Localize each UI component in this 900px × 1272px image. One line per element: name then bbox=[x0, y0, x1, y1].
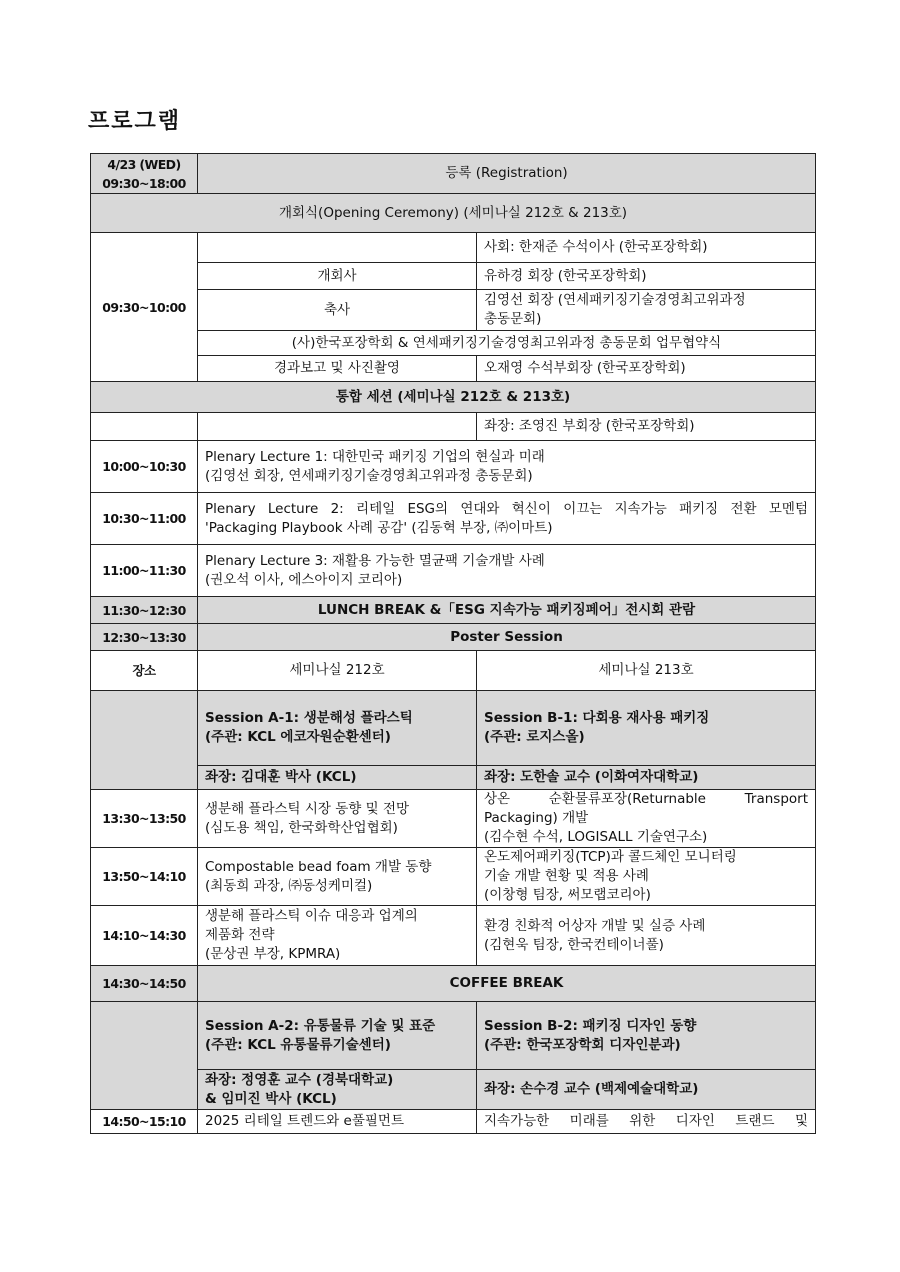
plenary-lecture-time: 10:30~11:00 bbox=[91, 493, 198, 545]
session2-header-row bbox=[91, 1002, 816, 1070]
session-b2-chair: 좌장: 손수경 교수 (백제예술대학교) bbox=[477, 1070, 816, 1110]
opening-row-congrats bbox=[91, 290, 816, 331]
coffee-time: 14:30~14:50 bbox=[91, 966, 198, 1002]
session2-talk-b: 지속가능한 미래를 위한 디자인 트랜드 및 bbox=[477, 1110, 816, 1134]
plenary-lecture-row bbox=[91, 493, 816, 545]
session-b2-title: Session B-2: 패키징 디자인 동향 bbox=[484, 1017, 697, 1034]
coffee-row bbox=[91, 966, 816, 1002]
plenary-header: 통합 세션 (세미나실 212호 & 213호) bbox=[91, 382, 816, 413]
plenary-lecture-time: 11:00~11:30 bbox=[91, 545, 198, 597]
session-a2-chair bbox=[198, 1070, 477, 1110]
page-title: 프로그램 bbox=[88, 108, 182, 134]
plenary-chair-row bbox=[91, 413, 816, 441]
session2-talk-a: 2025 리테일 트렌드와 e풀필먼트 bbox=[198, 1110, 477, 1134]
session1-talk-a bbox=[198, 848, 477, 906]
talk-a-speaker: (최동희 과장, ㈜동성케미컬) bbox=[205, 877, 373, 894]
session-a2-chair-line2: & 임미진 박사 (KCL) bbox=[205, 1090, 337, 1107]
session1-talk-b bbox=[477, 790, 816, 848]
session1-talk-time: 13:30~13:50 bbox=[91, 790, 198, 848]
opening-address-label: 개회사 bbox=[198, 263, 477, 290]
session1-talk-time: 13:50~14:10 bbox=[91, 848, 198, 906]
session-b1-header bbox=[477, 691, 816, 766]
venue-label: 장소 bbox=[91, 651, 198, 691]
session1-talk-time: 14:10~14:30 bbox=[91, 906, 198, 966]
session-a1-chair: 좌장: 김대훈 박사 (KCL) bbox=[198, 766, 477, 790]
registration-time-cell bbox=[91, 154, 198, 194]
poster-row bbox=[91, 624, 816, 651]
session-a2-header bbox=[198, 1002, 477, 1070]
plenary-lecture-title: Plenary Lecture 3: 재활용 가능한 멸균팩 기술개발 사례 bbox=[205, 552, 545, 569]
plenary-lecture-speaker: (김영선 회장, 연세패키징기술경영최고위과정 총동문회) bbox=[205, 467, 533, 484]
talk-b-title: 온도제어패키징(TCP)과 콜드체인 모니터링 bbox=[484, 849, 737, 865]
session-a2-chair-line1: 좌장: 정영훈 교수 (경북대학교) bbox=[205, 1071, 394, 1088]
talk-a-speaker: (문상권 부장, KPMRA) bbox=[205, 946, 341, 962]
opening-row-report bbox=[91, 356, 816, 382]
session2-time-empty bbox=[91, 1002, 198, 1110]
plenary-chair: 좌장: 조영진 부회장 (한국포장학회) bbox=[477, 413, 816, 441]
opening-report-person: 오재영 수석부회장 (한국포장학회) bbox=[477, 356, 816, 382]
venue-room-b: 세미나실 213호 bbox=[477, 651, 816, 691]
plenary-lecture-speaker: 'Packaging Playbook 사례 공감' (김동혁 부장, ㈜이마트) bbox=[205, 519, 553, 536]
session1-talk-row bbox=[91, 906, 816, 966]
coffee-label: COFFEE BREAK bbox=[198, 966, 816, 1002]
session1-talk-b bbox=[477, 906, 816, 966]
session-b2-header bbox=[477, 1002, 816, 1070]
session1-talk-b bbox=[477, 848, 816, 906]
program-table bbox=[90, 153, 816, 1134]
session2-talk-row bbox=[91, 1110, 816, 1134]
talk-b-title: 환경 친화적 어상자 개발 및 실증 사례 bbox=[484, 917, 706, 934]
session1-talk-a bbox=[198, 906, 477, 966]
opening-row-mc bbox=[91, 233, 816, 263]
plenary-lecture-row bbox=[91, 441, 816, 493]
talk-a-title: Compostable bead foam 개발 동향 bbox=[205, 858, 432, 875]
opening-row-address bbox=[91, 263, 816, 290]
session-a2-title: Session A-2: 유통물류 기술 및 표준 bbox=[205, 1017, 436, 1034]
talk-b-speaker: (김수현 수석, LOGISALL 기술연구소) bbox=[484, 829, 708, 845]
opening-report-label: 경과보고 및 사진촬영 bbox=[198, 356, 477, 382]
session2-chair-row bbox=[91, 1070, 816, 1110]
session-b2-host: (주관: 한국포장학회 디자인분과) bbox=[484, 1036, 681, 1053]
plenary-lecture-speaker: (권오석 이사, 에스아이지 코리아) bbox=[205, 571, 403, 588]
registration-time: 09:30~18:00 bbox=[102, 175, 186, 191]
poster-time: 12:30~13:30 bbox=[91, 624, 198, 651]
talk-a-title: 생분해 플라스틱 시장 동향 및 전망 bbox=[205, 800, 410, 817]
session-a1-host: (주관: KCL 에코자원순환센터) bbox=[205, 729, 391, 745]
plenary-chair-empty bbox=[91, 413, 198, 441]
plenary-lecture-row bbox=[91, 545, 816, 597]
opening-congrats-person-line2: 총동문회) bbox=[484, 311, 542, 327]
session1-talk-row bbox=[91, 790, 816, 848]
plenary-lecture-title: Plenary Lecture 1: 대한민국 패키징 기업의 현실과 미래 bbox=[205, 448, 545, 465]
talk-b-speaker: (김현욱 팀장, 한국컨테이너풀) bbox=[484, 936, 664, 953]
poster-label: Poster Session bbox=[198, 624, 816, 651]
session1-talk-a bbox=[198, 790, 477, 848]
opening-congrats-label: 축사 bbox=[198, 290, 477, 331]
session-a1-title: Session A-1: 생분해성 플라스틱 bbox=[205, 710, 413, 726]
session-b1-host: (주관: 로지스올) bbox=[484, 729, 585, 745]
session-a2-host: (주관: KCL 유통물류기술센터) bbox=[205, 1036, 391, 1053]
lunch-time: 11:30~12:30 bbox=[91, 597, 198, 624]
session1-chair-row bbox=[91, 766, 816, 790]
plenary-lecture-content bbox=[198, 493, 816, 545]
opening-row-mou bbox=[91, 331, 816, 356]
plenary-chair-empty-2 bbox=[198, 413, 477, 441]
opening-mc: 사회: 한재준 수석이사 (한국포장학회) bbox=[477, 233, 816, 263]
talk-b-title-2: Packaging) 개발 bbox=[484, 810, 589, 826]
opening-mou: (사)한국포장학회 & 연세패키징기술경영최고위과정 총동문회 업무협약식 bbox=[198, 331, 816, 356]
registration-label: 등록 (Registration) bbox=[198, 154, 816, 194]
opening-congrats-person bbox=[477, 290, 816, 331]
opening-item-empty bbox=[198, 233, 477, 263]
session2-talk-time: 14:50~15:10 bbox=[91, 1110, 198, 1134]
opening-address-person: 유하경 회장 (한국포장학회) bbox=[477, 263, 816, 290]
plenary-lecture-title: Plenary Lecture 2: 리테일 ESG의 연대와 혁신이 이끄는 지속가능 패키징 전환 모멘텀 bbox=[205, 500, 809, 517]
talk-a-speaker: (심도용 책임, 한국화학산업협회) bbox=[205, 819, 398, 836]
session-a1-header bbox=[198, 691, 477, 766]
plenary-lecture-content bbox=[198, 545, 816, 597]
venue-row bbox=[91, 651, 816, 691]
talk-b-title-2: 기술 개발 현황 및 적용 사례 bbox=[484, 868, 649, 884]
opening-congrats-person-line1: 김영선 회장 (연세패키징기술경영최고위과정 bbox=[484, 292, 746, 308]
talk-a-title-2: 제품화 전략 bbox=[205, 927, 275, 943]
session1-header-row bbox=[91, 691, 816, 766]
talk-b-title: 상온 순환물류포장(Returnable Transport bbox=[484, 791, 809, 807]
registration-date: 4/23 (WED) bbox=[107, 156, 181, 172]
plenary-lecture-content bbox=[198, 441, 816, 493]
venue-room-a: 세미나실 212호 bbox=[198, 651, 477, 691]
plenary-lecture-time: 10:00~10:30 bbox=[91, 441, 198, 493]
session-b1-chair: 좌장: 도한솔 교수 (이화여자대학교) bbox=[477, 766, 816, 790]
opening-time: 09:30~10:00 bbox=[91, 233, 198, 382]
opening-ceremony-header: 개회식(Opening Ceremony) (세미나실 212호 & 213호) bbox=[91, 194, 816, 233]
lunch-row bbox=[91, 597, 816, 624]
session1-talk-row bbox=[91, 848, 816, 906]
session1-time-empty bbox=[91, 691, 198, 790]
talk-a-title: 생분해 플라스틱 이슈 대응과 업계의 bbox=[205, 908, 418, 924]
talk-b-speaker: (이창형 팀장, 써모랩코리아) bbox=[484, 887, 651, 903]
registration-row bbox=[91, 154, 816, 194]
lunch-label: LUNCH BREAK &「ESG 지속가능 패키징페어」전시회 관람 bbox=[198, 597, 816, 624]
session-b1-title: Session B-1: 다회용 재사용 패키징 bbox=[484, 710, 710, 726]
